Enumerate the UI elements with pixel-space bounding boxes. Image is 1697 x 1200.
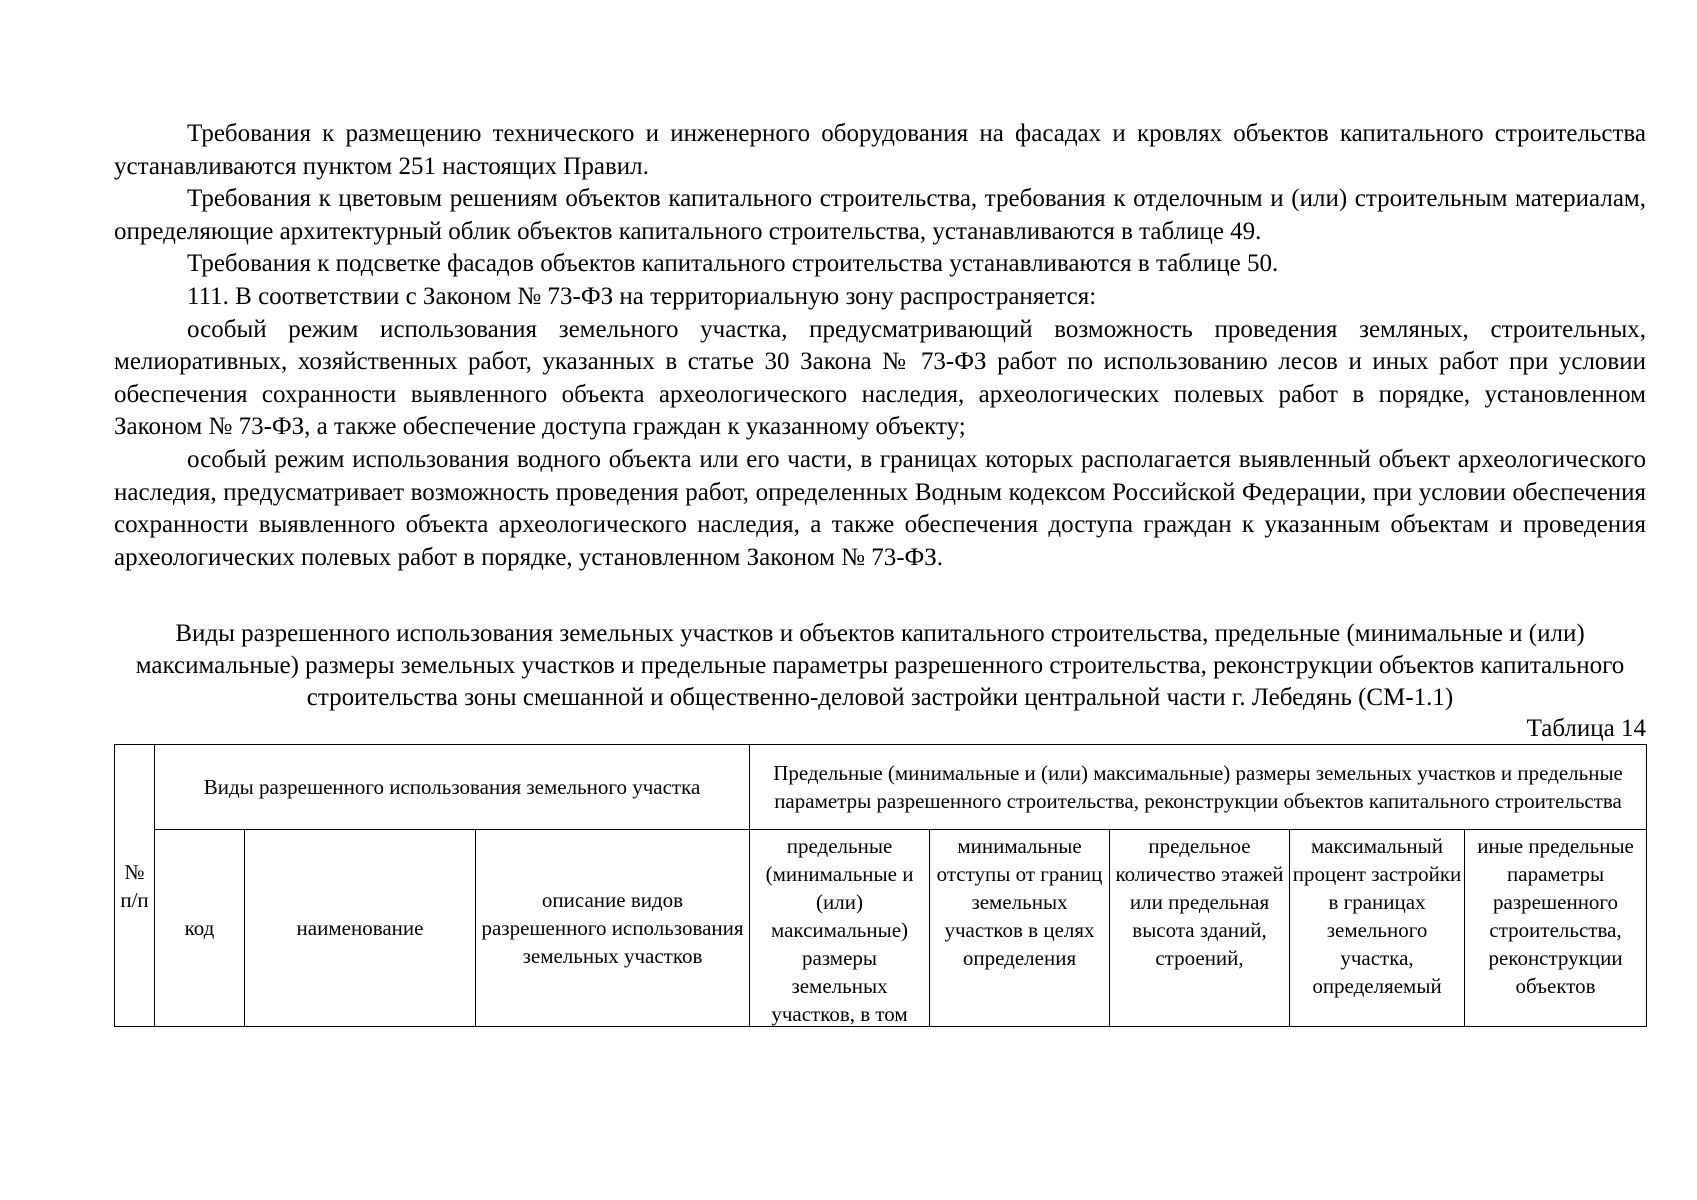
paragraph-lighting-requirements: Требования к подсветке фасадов объектов капитального строительства устанавливаются в таблице 50. — [187, 250, 1279, 278]
header-setbacks-text: минимальные отступы от границ земельных участков в целях определения — [936, 834, 1103, 971]
header-group-use: Виды разрешенного использования земельного участка — [155, 745, 750, 830]
table-number-label: Таблица 14 — [1526, 715, 1646, 743]
paragraph-land-regime: особый режим использования земельного участка, предусматривающий возможность проведения земляных, строительных, мелиоративных, хозяйственных работ, указанных в статье 30 Закона № 73-ФЗ работ по использованию лесов и иных работ при условии обеспечения сохранности выявленного объекта археологического наследия, археологических полевых работ в порядке, установленном Законом № 73-ФЗ, а также обеспечение доступа граждан к указанному объекту; — [114, 315, 1646, 441]
zoning-table — [114, 744, 1647, 1027]
header-description: описание видов разрешенного использования земельных участков — [476, 830, 750, 1027]
header-other — [1465, 830, 1647, 1027]
table-caption: Виды разрешенного использования земельных участков и объектов капитального строительства, предельные (минимальные и (или) максимальные) размеры земельных участков и предельные параметры разрешенного строительства, реконструкции объектов капитального строительства зоны смешанной и общественно-деловой застройки центральной части г. Лебедянь (СМ-1.1) — [135, 620, 1625, 712]
header-sizes — [750, 830, 930, 1027]
header-floors — [1110, 830, 1290, 1027]
header-code: код — [155, 830, 245, 1027]
document-page — [114, 118, 1646, 1027]
header-other-text: иные предельные параметры разрешенного строительства, реконструкции объектов — [1477, 834, 1634, 999]
header-name: наименование — [245, 830, 476, 1027]
paragraph-water-regime: особый режим использования водного объекта или его части, в границах которых располагается выявленный объект археологического наследия, предусматривает возможность проведения работ, определенных Водным кодексом Российской Федерации, при условии обеспечения сохранности выявленного объекта археологического наследия, а также обеспечения доступа граждан к указанным объектам и проведения археологических полевых работ в порядке, установленном Законом № 73-ФЗ. — [114, 445, 1646, 571]
header-setbacks — [930, 830, 1110, 1027]
header-coverage-text: максимальный процент застройки в границах земельного участка, определяемый — [1292, 834, 1462, 999]
paragraph-equipment-requirements: Требования к размещению технического и инженерного оборудования на фасадах и кровлях объектов капитального строительства устанавливаются пунктом 251 настоящих Правил. — [114, 120, 1646, 180]
header-group-params: Предельные (минимальные и (или) максимальные) размеры земельных участков и предельные параметры разрешенного строительства, реконструкции объектов капитального строительства — [750, 745, 1647, 830]
table-subheader-row — [115, 830, 1647, 1027]
paragraph-color-requirements: Требования к цветовым решениям объектов капитального строительства, требования к отделочным и (или) строительным материалам, определяющие архитектурный облик объектов капитального строительства, устанавливаются в таблице 49. — [114, 185, 1646, 245]
table-header-row — [115, 745, 1647, 830]
header-coverage — [1290, 830, 1465, 1027]
spacer — [114, 574, 1646, 618]
paragraph-item-111: 111. В соответствии с Законом № 73-ФЗ на территориальную зону распространяется: — [187, 282, 1097, 310]
header-floors-text: предельное количество этажей или предельная высота зданий, строений, — [1115, 834, 1284, 971]
header-number — [115, 745, 155, 1027]
header-sizes-text: предельные (минимальные и (или) максимальные) размеры земельных участков, в том — [765, 834, 914, 1027]
header-number-text: № п/п — [120, 859, 149, 912]
